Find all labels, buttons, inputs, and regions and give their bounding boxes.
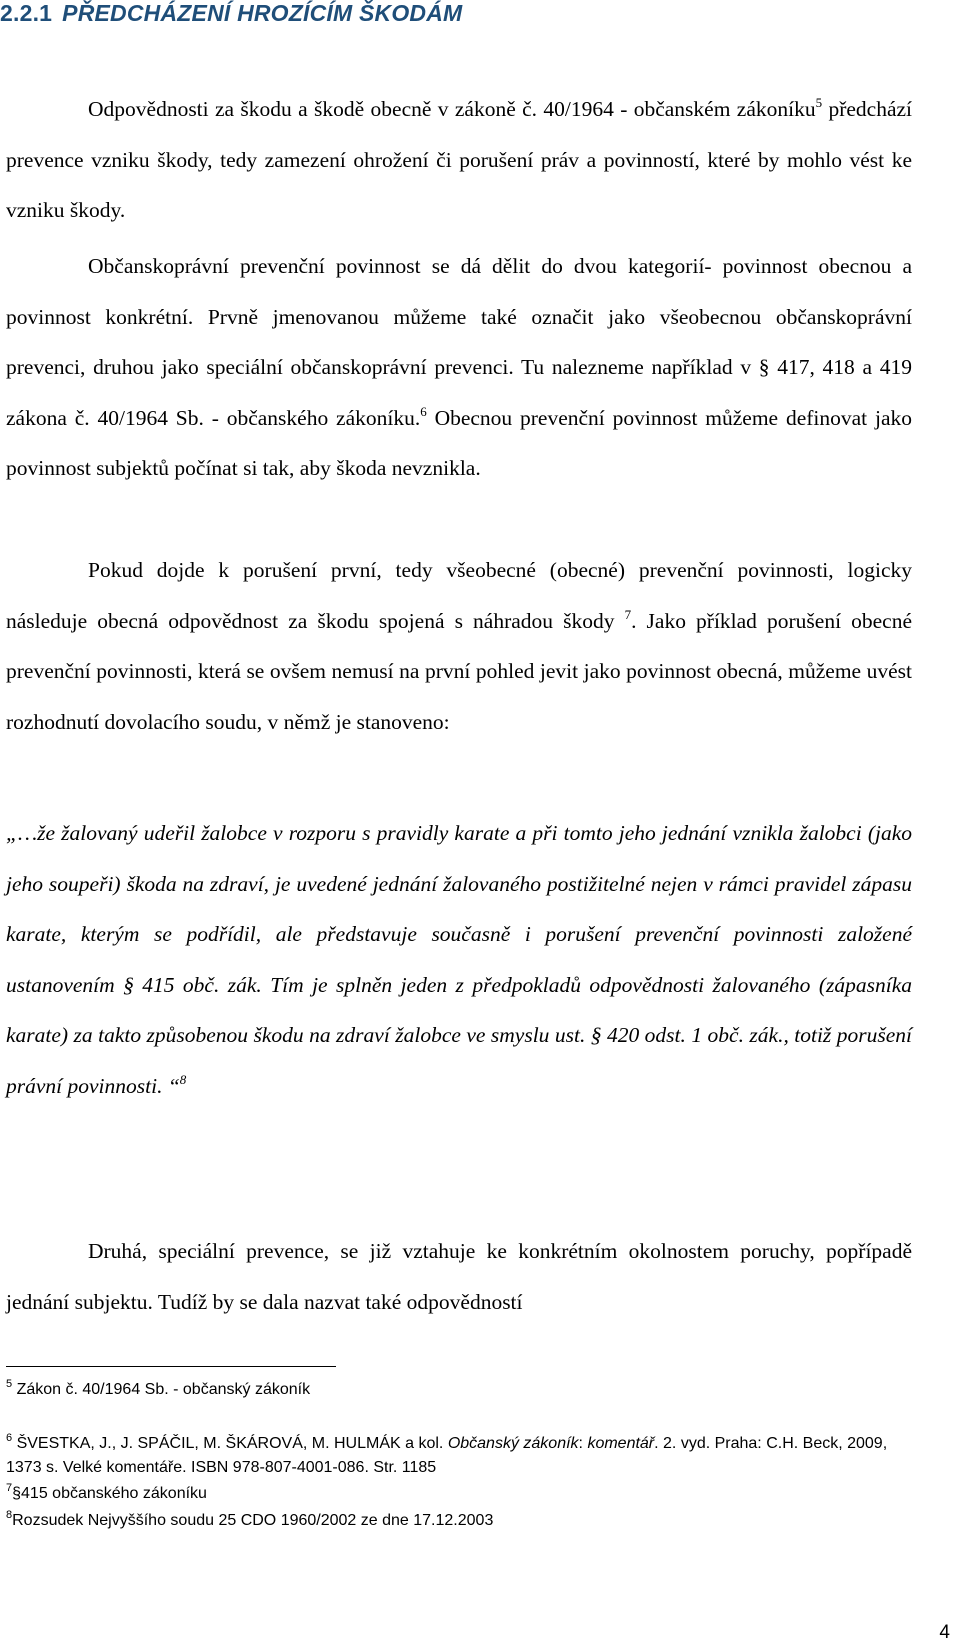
court-quote (6, 808, 912, 1111)
footnote-number: 7 (6, 1482, 13, 1494)
footnote-ref-7[interactable]: 7 (624, 606, 632, 622)
footnote-book-subtitle: komentář (587, 1435, 655, 1452)
paragraph-3 (6, 545, 912, 747)
footnote-8 (6, 1509, 906, 1533)
section-title: PŘEDCHÁZENÍ HROZÍCÍM ŠKODÁM (62, 0, 463, 26)
paragraph-1 (6, 84, 912, 236)
section-heading (0, 0, 462, 27)
footnote-5 (6, 1378, 906, 1402)
footnote-separator (6, 1366, 336, 1367)
paragraph-text: Druhá, speciální prevence, se již vztahuje ke konkrétním okolnostem poruchy, popřípadě jednání subjektu. Tudíž by se dala nazvat také odpovědností (6, 1239, 912, 1314)
footnote-number: 8 (6, 1509, 13, 1521)
footnote-text: §415 občanského zákoníku (12, 1485, 207, 1502)
footnote-text: Zákon č. 40/1964 Sb. - občanský zákoník (16, 1381, 311, 1398)
footnote-text: : (578, 1435, 588, 1452)
paragraph-text: Pokud dojde k porušení první, tedy všeobecné (obecné) prevenční povinnosti, logicky následuje obecná odpovědnost za škodu spojená s náhradou škody (6, 558, 912, 633)
paragraph-text: předchází prevence vzniku škody, tedy zamezení ohrožení či porušení práv a povinností, které by mohlo vést ke vzniku škody. (6, 97, 912, 222)
footnote-ref-8[interactable]: 8 (179, 1071, 187, 1087)
footnote-6 (6, 1432, 906, 1480)
footnote-ref-6[interactable]: 6 (420, 403, 427, 419)
footnote-text: . 2. vyd. Praha: C.H. Beck, 2009, 1373 s. Velké komentáře. ISBN 978-807-4001-086. Str. 1185 (6, 1435, 888, 1476)
page-number: 4 (939, 1622, 950, 1643)
footnote-number: 5 (6, 1378, 13, 1390)
footnote-ref-5[interactable]: 5 (815, 95, 823, 110)
paragraph-4 (6, 1226, 912, 1327)
footnote-text: Rozsudek Nejvyššího soudu 25 CDO 1960/2002 ze dne 17.12.2003 (12, 1512, 494, 1529)
paragraph-text: . Jako příklad porušení obecné prevenční povinnosti, která se ovšem nemusí na první pohled jevit jako povinnost obecná, můžeme uvést rozhodnutí dovolacího soudu, v němž je stanoveno: (6, 608, 913, 734)
paragraph-text: Občanskoprávní prevenční povinnost se dá dělit do dvou kategorií- povinnost obecnou a povinnost konkrétní. Prvně jmenovanou můžeme také označit jako všeobecnou občanskoprávní prevenci, druhou jako speciální občanskoprávní prevenci. Tu nalezneme například v § 417, 418 a 419 zákona č. 40/1964 Sb. - občanského zákoníku. (6, 254, 912, 430)
paragraph-2 (6, 241, 912, 494)
section-number: 2.2.1 (0, 0, 53, 26)
paragraph-text: Obecnou prevenční povinnost můžeme definovat jako povinnost subjektů počínat si tak, aby škoda nevznikla. (6, 405, 912, 480)
paragraph-text: Odpovědnosti za škodu a škodě obecně v zákoně č. 40/1964 - občanském zákoníku (88, 97, 816, 121)
footnote-text: ŠVESTKA, J., J. SPÁČIL, M. ŠKÁROVÁ, M. HULMÁK a kol. (16, 1435, 448, 1452)
footnote-number: 6 (6, 1432, 13, 1444)
footnote-book-title: Občanský zákoník (447, 1435, 579, 1452)
quote-text: „…že žalovaný udeřil žalobce v rozporu s pravidly karate a při tomto jeho jednání vznikla žalobci (jako jeho soupeři) škoda na zdraví, je uvedené jednání žalovaného postižitelné nejen v rámci pravidel zápasu karate, kterým se podřídil, ale představuje současně i porušení prevenční povinnosti založené ustanovením § 415 obč. zák. Tím je splněn jeden z předpokladů odpovědnosti žalovaného (zápasníka karate) za takto způsobenou škodu na zdraví žalobce ve smyslu ust. § 420 odst. 1 obč. zák., totiž porušení právní povinnosti. “ (6, 821, 912, 1098)
footnote-7 (6, 1482, 906, 1506)
